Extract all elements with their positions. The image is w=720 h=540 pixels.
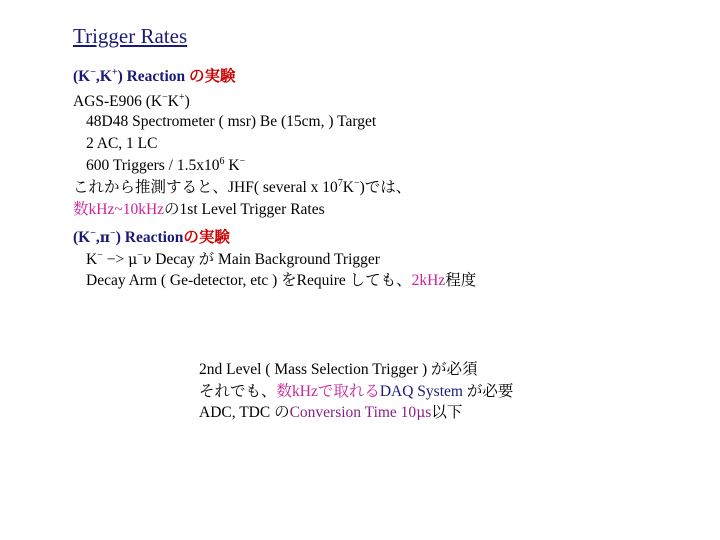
second-level-line: 2nd Level ( Mass Selection Trigger ) が必須	[199, 361, 478, 378]
decay-text-c: Decay が Main Background Trigger	[151, 251, 380, 268]
section2-heading-text-a: (K	[73, 229, 91, 246]
decay-line	[86, 250, 380, 270]
experiment-text-c: )	[184, 93, 190, 110]
decay-arm-highlight: 2kHz	[411, 272, 446, 289]
experiment-sup2: +	[178, 91, 185, 103]
section2-heading-text-b: ,	[95, 229, 100, 246]
daq-text-a: それでも、	[199, 383, 277, 400]
estimate-text-c: )では、	[359, 179, 412, 196]
section1-heading-sup1: −	[90, 66, 96, 78]
daq-highlight-pink: 数kHzで取れる	[276, 383, 380, 400]
decay-arm-text-b: 程度	[445, 272, 477, 289]
section1-heading-text-c: ) Reaction	[117, 68, 190, 85]
section2-heading-pi: π	[99, 230, 111, 246]
section2-heading-jp: の実験	[183, 229, 230, 246]
result-text: の1st Level Trigger Rates	[164, 201, 325, 218]
section1-heading-sup2: +	[111, 66, 118, 78]
section2-heading	[73, 228, 230, 248]
experiment-text-a: AGS-E906 (K	[73, 93, 163, 110]
decay-sup2: −	[137, 249, 143, 261]
conversion-highlight: Conversion Time 10	[289, 404, 417, 421]
triggers-line	[86, 156, 245, 176]
triggers-sup: 6	[219, 155, 225, 167]
decay-sup: −	[97, 249, 103, 261]
section2-heading-sup2: −	[110, 227, 116, 239]
counters-line: 2 AC, 1 LC	[86, 135, 158, 152]
estimate-sup2: −	[353, 177, 360, 189]
experiment-line	[73, 92, 190, 112]
experiment-sup1: −	[162, 91, 168, 103]
result-line	[73, 200, 325, 220]
daq-highlight-navy: DAQ System	[379, 383, 463, 400]
daq-line	[199, 382, 513, 402]
result-highlight: 数kHz~10kHz	[73, 201, 165, 218]
estimate-line	[73, 178, 411, 198]
decay-arm-line	[86, 271, 476, 291]
decay-mu: μ	[128, 252, 138, 268]
section1-heading-jp: の実験	[189, 68, 236, 85]
section1-heading	[73, 67, 236, 87]
conversion-line	[199, 403, 462, 423]
decay-arm-text-a: Decay Arm ( Ge-detector, etc ) をRequire しても、	[86, 272, 412, 289]
section1-heading-text-a: (K	[73, 68, 91, 85]
conversion-mu: μ	[416, 405, 426, 421]
decay-text-b: −>	[102, 251, 129, 268]
triggers-text-b: K	[224, 157, 240, 174]
triggers-sup2: −	[239, 155, 246, 167]
daq-text-b: が必要	[462, 383, 514, 400]
section1-heading-text-b: ,K	[95, 68, 112, 85]
conversion-unit: s	[425, 404, 432, 421]
section2-heading-text-c: ) Reaction	[115, 229, 184, 246]
conversion-text-a: ADC, TDC の	[199, 404, 290, 421]
triggers-text-a: 600 Triggers / 1.5x10	[86, 157, 220, 174]
estimate-sup1: 7	[337, 177, 343, 189]
conversion-text-b: 以下	[431, 404, 463, 421]
estimate-text-b: K	[342, 179, 354, 196]
estimate-text-a: これから推測すると、JHF( several x 10	[73, 179, 338, 196]
experiment-text-b: K	[167, 93, 179, 110]
page-title: Trigger Rates	[73, 24, 188, 48]
decay-nu: ν	[142, 252, 152, 268]
spectrometer-line: 48D48 Spectrometer ( msr) Be (15cm, ) Target	[86, 113, 377, 130]
decay-text-a: K	[86, 251, 98, 268]
section2-heading-sup1: −	[90, 227, 96, 239]
